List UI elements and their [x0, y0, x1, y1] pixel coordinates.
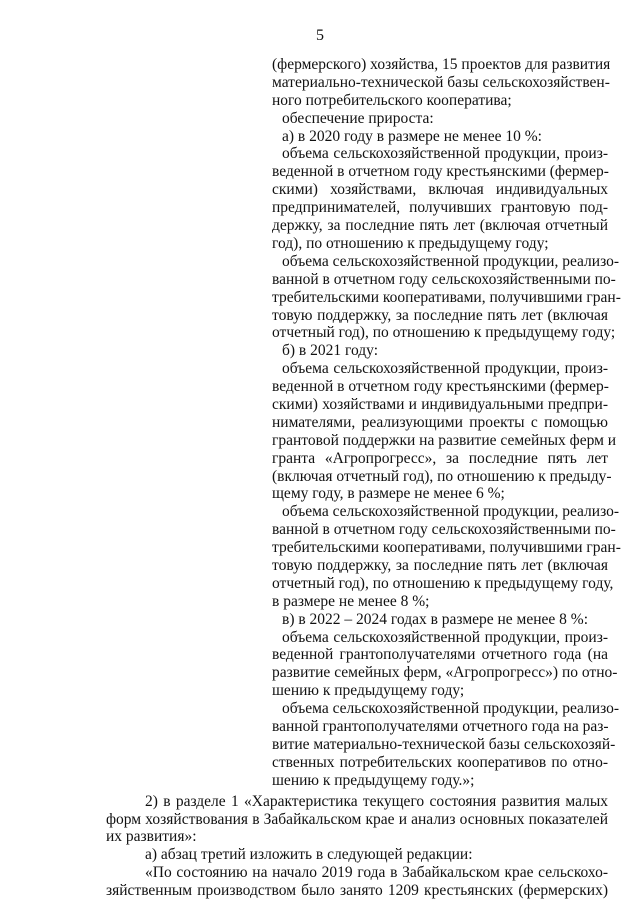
text-line: скими) хозяйствами и индивидуальными предпри-: [272, 395, 608, 413]
text-line: скими) хозяйствами, включая индивидуальных: [272, 181, 608, 199]
text-line: форм хозяйствования в Забайкальском крае и анализ основных показателей: [106, 810, 608, 828]
text-line: ванной в отчетном году сельскохозяйственными по-: [272, 270, 616, 288]
text-line: а) в 2020 году в размере не менее 10 %:: [282, 127, 542, 145]
text-line: товую поддержку, за последние пять лет (включая: [272, 306, 608, 324]
text-line: веденной в отчетном году крестьянскими (фермер-: [272, 163, 609, 181]
text-line: а) абзац третий изложить в следующей редакции:: [145, 846, 473, 864]
text-line: (фермерского) хозяйства, 15 проектов для развития: [272, 56, 611, 73]
text-line: витие материально-технической базы сельскохозяй-: [272, 735, 616, 753]
text-line: объема сельскохозяйственной продукции, произ-: [282, 145, 608, 163]
text-line: материально-технической базы сельскохозяйствен-: [272, 73, 610, 91]
text-line: нимателями, реализующими проекты с помощью: [272, 413, 608, 431]
text-line: объема сельскохозяйственной продукции, произ-: [282, 360, 608, 378]
text-line: год), по отношению к предыдущему году;: [272, 234, 549, 252]
text-line: веденной в отчетном году крестьянскими (фермер-: [272, 378, 609, 396]
text-line: требительскими кооперативами, получившими гран-: [272, 288, 621, 306]
text-line: объема сельскохозяйственной продукции, реализо-: [282, 252, 620, 270]
text-line: требительскими кооперативами, получившими гран-: [272, 539, 621, 557]
text-line: ванной грантополучателями отчетного года на раз-: [272, 718, 609, 736]
text-line: в размере не менее 8 %;: [272, 592, 430, 610]
text-line: щему году, в размере не менее 6 %;: [272, 485, 505, 503]
text-line: «По состоянию на начало 2019 года в Забайкальском крае сельскохо-: [145, 864, 608, 882]
text-line: шению к предыдущему году.»;: [272, 771, 475, 789]
text-line: объема сельскохозяйственной продукции, произ-: [282, 628, 608, 646]
text-line: отчетный год), по отношению к предыдущему году;: [272, 324, 616, 342]
text-line: грантовой поддержки на развитие семейных ферм и: [272, 431, 617, 449]
text-line: их развития»:: [106, 828, 197, 846]
text-line: б) в 2021 году:: [282, 342, 379, 360]
text-line: товую поддержку, за последние пять лет (включая: [272, 557, 608, 575]
text-line: объема сельскохозяйственной продукции, реализо-: [282, 503, 620, 521]
text-line: объема сельскохозяйственной продукции, реализо-: [282, 700, 620, 718]
text-line: обеспечение прироста:: [282, 109, 434, 127]
text-line: (включая отчетный год), по отношению к предыду-: [272, 467, 612, 485]
text-line: держку, за последние пять лет (включая отчетный: [272, 217, 608, 235]
text-line: отчетный год), по отношению к предыдущему году,: [272, 574, 614, 592]
text-line: зяйственным производством было занято 1209 крестьянских (фермерских): [106, 882, 608, 900]
text-line: 2) в разделе 1 «Характеристика текущего состояния развития малых: [145, 792, 608, 810]
page-number: 5: [316, 27, 324, 44]
text-line: развитие семейных ферм, «Агропрогресс») по отно-: [272, 664, 618, 682]
text-line: веденной грантополучателями отчетного года (на: [272, 646, 608, 664]
text-line: ственных потребительских кооперативов по отно-: [272, 753, 608, 771]
text-line: предпринимателей, получивших грантовую под-: [272, 199, 608, 217]
text-line: ванной в отчетном году сельскохозяйственными по-: [272, 521, 616, 539]
text-line: гранта «Агропрогресс», за последние пять лет: [272, 449, 608, 467]
text-line: ного потребительского кооператива;: [272, 91, 512, 109]
text-line: в) в 2022 – 2024 годах в размере не менее 8 %:: [282, 610, 589, 628]
text-line: шению к предыдущему году;: [272, 682, 465, 700]
